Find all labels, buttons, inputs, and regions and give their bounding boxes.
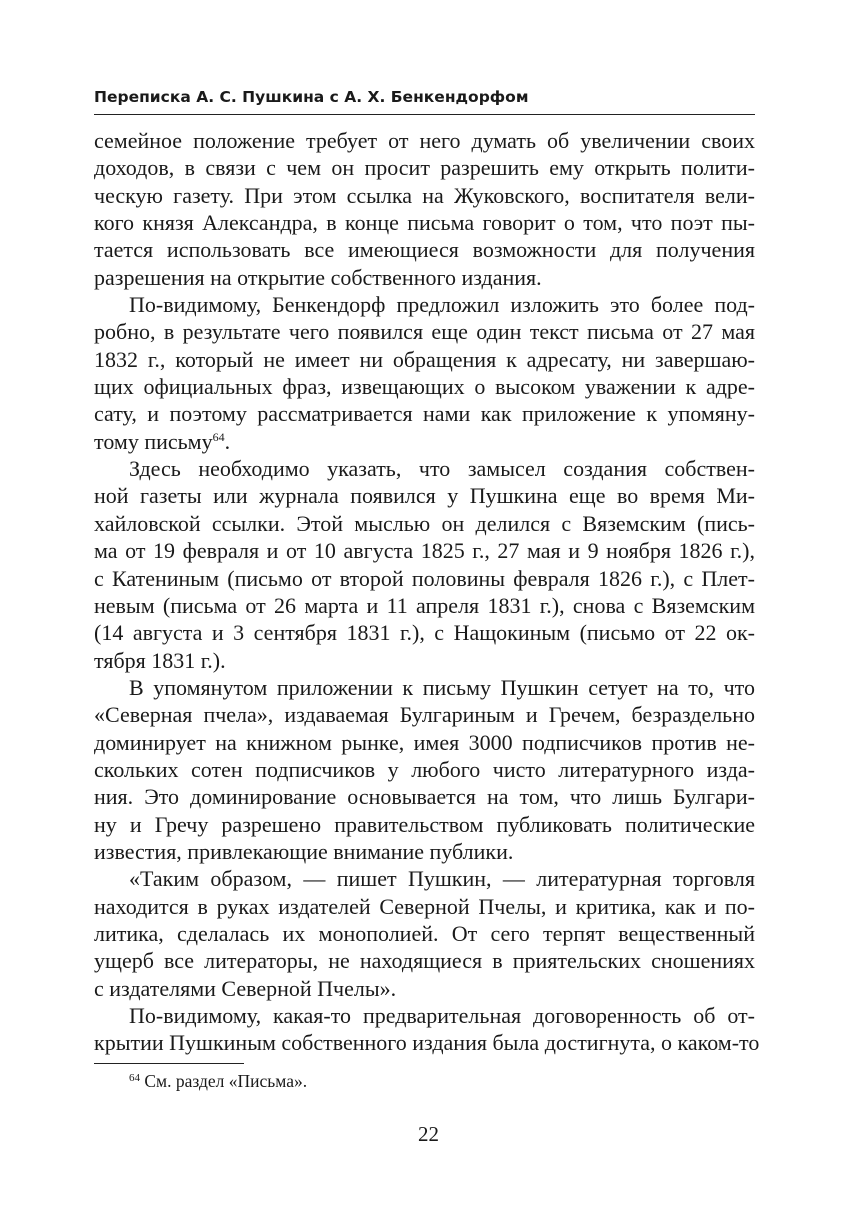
text-line: 1832 г., который не имеет ни обращения к адресату, ни завершаю- [94, 346, 755, 372]
text-line: «Северная пчела», издаваемая Булгариным и Гречем, безраздельно [94, 702, 755, 728]
text-line: ной газеты или журнала появился у Пушкина еще во время Ми- [94, 483, 755, 509]
text-line: литика, сделалась их монополией. От сего терпят вещественный [94, 920, 755, 946]
text-line: с издателями Северной Пчелы». [94, 975, 397, 1001]
text-line: тября 1831 г.). [94, 647, 226, 673]
text-line: По-видимому, Бенкендорф предложил изложить это более под- [129, 292, 755, 318]
text-line: разрешения на открытие собственного издания. [94, 264, 542, 290]
text-line: ущерб все литераторы, не находящиеся в приятельских сношениях [94, 948, 755, 974]
text-line: кого князя Александра, в конце письма говорит о том, что поэт пы- [94, 210, 755, 236]
text-line: невым (письма от 26 марта и 11 апреля 1831 г.), снова с Вяземским [94, 592, 755, 618]
text-line: щих официальных фраз, извещающих о высоком уважении к адре- [94, 374, 755, 400]
text-line: сату, и поэтому рассматривается нами как приложение к упомяну- [94, 401, 755, 427]
text-line: тается использовать все имеющиеся возможности для получения [94, 237, 755, 263]
text-line: с Катениным (письмо от второй половины февраля 1826 г.), с Плет- [94, 565, 755, 591]
footnote [129, 1071, 307, 1092]
footnote-rule [94, 1063, 244, 1064]
footnote-text: См. раздел «Письма». [140, 1071, 308, 1091]
text-line: робно, в результате чего появился еще один текст письма от 27 мая [94, 319, 755, 345]
text-line: семейное положение требует от него думать об увеличении своих [94, 128, 755, 153]
page-number: 22 [418, 1122, 439, 1146]
text-line: доходов, в связи с чем он просит разрешить ему открыть полити- [94, 155, 755, 181]
body-text [94, 127, 760, 1057]
footnote-ref-tail: . [224, 428, 231, 454]
footnote-number: 64 [129, 1072, 140, 1084]
text-line: находится в руках издателей Северной Пчелы, и критика, как и по- [94, 893, 755, 919]
text-line: ну и Гречу разрешено правительством публиковать политические [94, 811, 755, 837]
footnote-reference[interactable]: 64 [212, 429, 225, 444]
text-line: доминирует на книжном рынке, имея 3000 подписчиков против не- [94, 729, 755, 755]
text-line-content: тому письму [94, 428, 213, 454]
text-line: ния. Это доминирование основывается на том, что лишь Булгари- [94, 784, 755, 810]
text-line: Здесь необходимо указать, что замысел создания собствен- [129, 456, 755, 482]
running-head: Переписка А. С. Пушкина с А. Х. Бенкендорфом [94, 88, 529, 106]
text-line: «Таким образом, — пишет Пушкин, — литературная торговля [129, 866, 755, 892]
text-line: По-видимому, какая-то предварительная договоренность об от- [129, 1003, 755, 1028]
text-line: ческую газету. При этом ссылка на Жуковского, воспитателя вели- [94, 182, 755, 208]
text-line: крытии Пушкиным собственного издания была достигнута, о каком-то [94, 1030, 760, 1056]
text-line: ма от 19 февраля и от 10 августа 1825 г., 27 мая и 9 ноября 1826 г.), [94, 538, 755, 564]
text-line: В упомянутом приложении к письму Пушкин сетует на то, что [129, 674, 755, 700]
text-line: известия, привлекающие внимание публики. [94, 838, 514, 864]
header-rule [94, 114, 755, 115]
text-line-with-footnote-ref [94, 428, 755, 455]
text-line: (14 августа и 3 сентября 1831 г.), с Нащокиным (письмо от 22 ок- [94, 620, 755, 646]
text-line: хайловской ссылки. Этой мыслью он делился с Вяземским (пись- [94, 510, 755, 536]
text-line: скольких сотен подписчиков у любого чисто литературного изда- [94, 756, 755, 782]
